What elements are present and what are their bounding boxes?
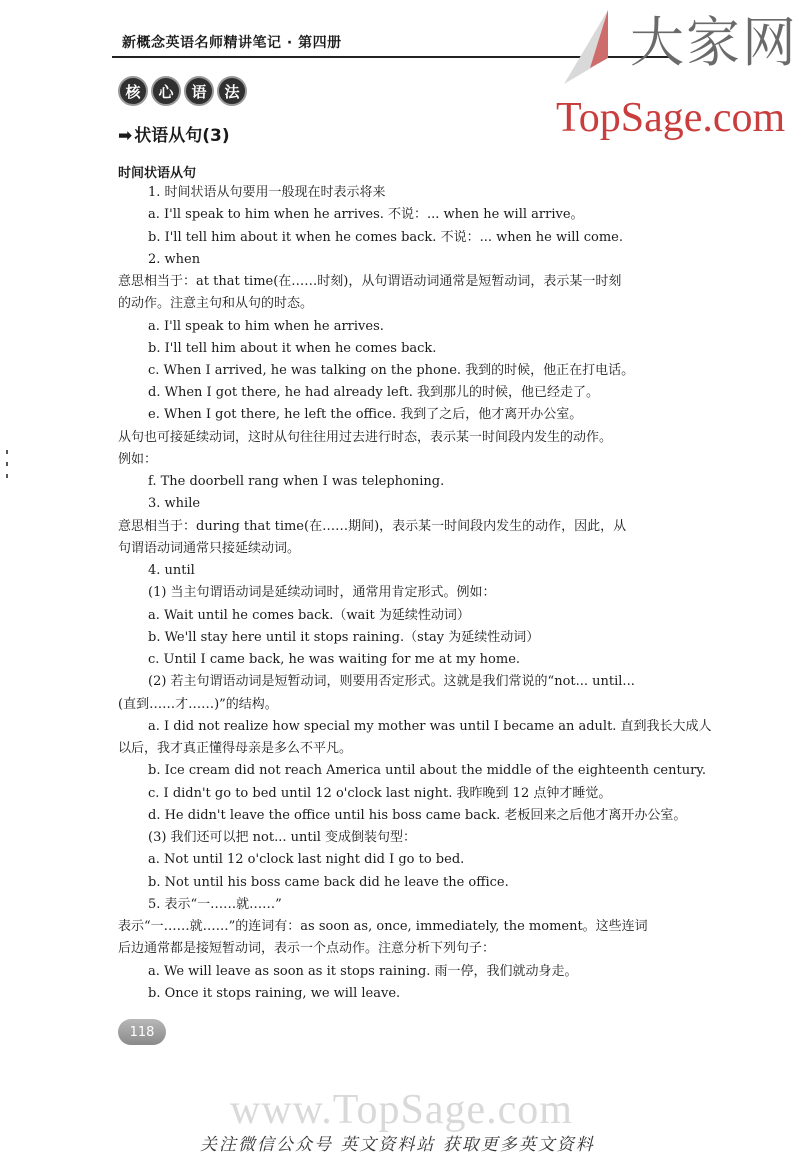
body-line: 2. when bbox=[148, 252, 201, 267]
page-number: 118 bbox=[118, 1019, 166, 1045]
arrow-right-icon: ➡ bbox=[118, 126, 133, 146]
body-line: (3) 我们还可以把 not... until 变成倒装句型： bbox=[148, 830, 417, 845]
footer-note: 关注微信公众号 英文资料站 获取更多英文资料 bbox=[200, 1135, 595, 1155]
body-line: 的动作。注意主句和从句的时态。 bbox=[118, 296, 314, 311]
body-line: f. The doorbell rang when I was telephoning. bbox=[148, 474, 445, 489]
body-line: a. We will leave as soon as it stops raining. 雨一停，我们就动身走。 bbox=[148, 964, 578, 979]
body-line: (2) 若主句谓语动词是短暂动词，则要用否定形式。这就是我们常说的“not... until... bbox=[148, 674, 635, 689]
running-header: 新概念英语名师精讲笔记 · 第四册 bbox=[122, 35, 342, 51]
body-line: b. I'll tell him about it when he comes back. 不说：... when he will come. bbox=[148, 230, 623, 245]
body-line: c. When I arrived, he was talking on the phone. 我到的时候，他正在打电话。 bbox=[148, 363, 635, 378]
body-line: a. I'll speak to him when he arrives. 不说：... when he will arrive。 bbox=[148, 207, 584, 222]
section-title: 状语从句(3) bbox=[134, 126, 230, 146]
body-line: (直到……才……)”的结构。 bbox=[118, 697, 278, 712]
body-line: 表示“一……就……”的连词有：as soon as, once, immediately, the moment。这些连词 bbox=[118, 919, 648, 934]
body-line: d. He didn't leave the office until his boss came back. 老板回来之后他才离开办公室。 bbox=[148, 808, 687, 823]
body-line: 5. 表示“一……就……” bbox=[148, 897, 282, 912]
body-line: b. Not until his boss came back did he leave the office. bbox=[148, 875, 509, 890]
body-line: 后边通常都是接短暂动词，表示一个点动作。注意分析下列句子： bbox=[118, 941, 496, 956]
badge-4: 法 bbox=[217, 76, 247, 106]
body-line: 从句也可接延续动词，这时从句往往用过去进行时态，表示某一时间段内发生的动作。 bbox=[118, 430, 613, 445]
body-line: 以后，我才真正懂得母亲是多么不平凡。 bbox=[118, 741, 353, 756]
body-line: c. Until I came back, he was waiting for me at my home. bbox=[148, 652, 521, 667]
badge-3: 语 bbox=[184, 76, 214, 106]
body-line: b. Ice cream did not reach America until about the middle of the eighteenth century. bbox=[148, 763, 707, 778]
watermark-brand-en: TopSage.com bbox=[556, 95, 786, 141]
core-grammar-badges bbox=[118, 76, 247, 106]
body-line: b. We'll stay here until it stops raining.（stay 为延续性动词） bbox=[148, 630, 540, 645]
watermark-triangle-icon bbox=[560, 8, 610, 86]
scan-edge-marks bbox=[6, 450, 9, 480]
body-line: b. Once it stops raining, we will leave. bbox=[148, 986, 401, 1001]
body-line: 1. 时间状语从句要用一般现在时表示将来 bbox=[148, 185, 386, 200]
body-line: 句谓语动词通常只接延续动词。 bbox=[118, 541, 301, 556]
footer-watermark-url: www.TopSage.com bbox=[230, 1087, 573, 1133]
body-line: a. I did not realize how special my mother was until I became an adult. 直到我长大成人 bbox=[148, 719, 712, 734]
body-line: a. Not until 12 o'clock last night did I go to bed. bbox=[148, 852, 465, 867]
body-line: c. I didn't go to bed until 12 o'clock last night. 我昨晚到 12 点钟才睡觉。 bbox=[148, 786, 612, 801]
watermark-brand-cn: 大家网 bbox=[630, 11, 798, 74]
body-line: 例如： bbox=[118, 452, 158, 467]
body-line: 3. while bbox=[148, 496, 201, 511]
body-line: 意思相当于：at that time(在……时刻)，从句谓语动词通常是短暂动词，表示某一时刻 bbox=[118, 274, 622, 289]
body-line: e. When I got there, he left the office. 我到了之后，他才离开办公室。 bbox=[148, 407, 583, 422]
body-line: a. Wait until he comes back.（wait 为延续性动词） bbox=[148, 608, 470, 623]
body-line: 4. until bbox=[148, 563, 195, 578]
subheading: 时间状语从句 bbox=[118, 166, 197, 181]
body-line: 意思相当于：during that time(在……期间)，表示某一时间段内发生的动作，因此，从 bbox=[118, 519, 627, 534]
body-line: b. I'll tell him about it when he comes back. bbox=[148, 341, 437, 356]
badge-1: 核 bbox=[118, 76, 148, 106]
body-line: a. I'll speak to him when he arrives. bbox=[148, 319, 384, 334]
body-line: d. When I got there, he had already left. 我到那儿的时候，他已经走了。 bbox=[148, 385, 600, 400]
body-line: (1) 当主句谓语动词是延续动词时，通常用肯定形式。例如： bbox=[148, 585, 496, 600]
section-heading bbox=[118, 121, 230, 146]
badge-2: 心 bbox=[151, 76, 181, 106]
